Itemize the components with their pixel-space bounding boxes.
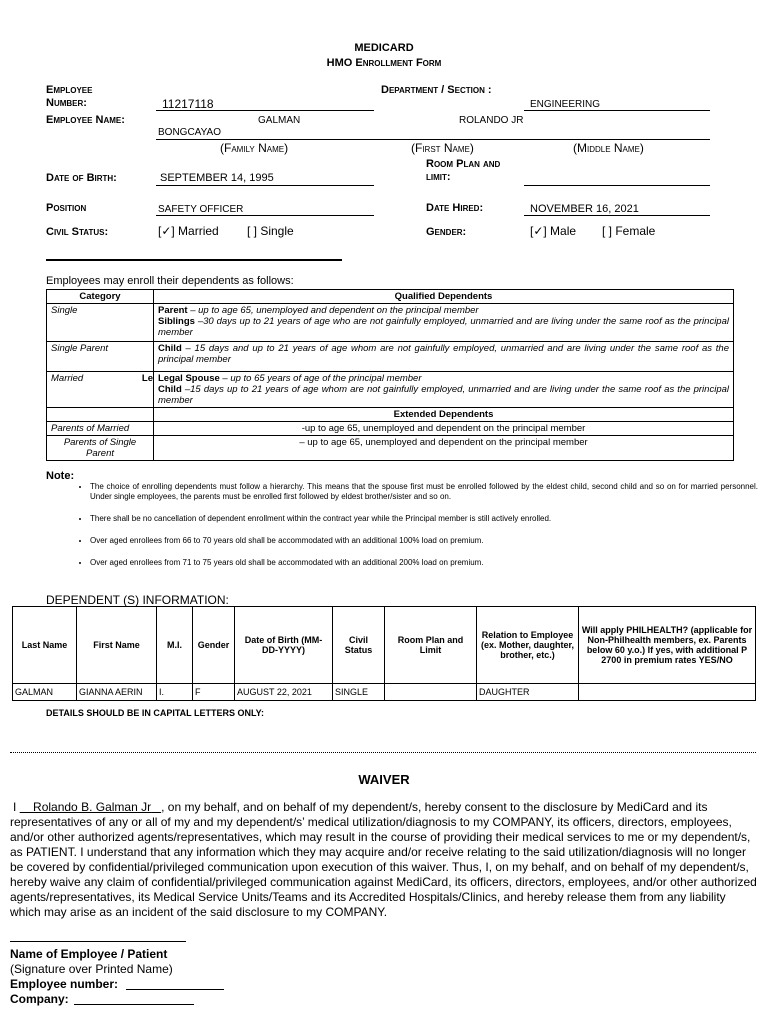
col-first-name: First Name [77, 607, 157, 684]
waiver-text: I Rolando B. Galman Jr , on my behalf, and on behalf of my dependent/s, hereby consent to the disclosure by MediCard and its representatives of any or all of my and my dependent/s’ medical utilization/diagnosis to my COMPANY, its officers, directors, employees, and/or other authorized agents/representatives, which may result in the course of providing their medical services to me or my dependent/s, as PATIENT. I understand that any information which they may acquire and/or receive relating to the said utilization/diagnosis will no longer be covered by confidential/privileged communication upon execution of this waiver. Thus, I, on my behalf, and on behalf of my dependent/s, hereby waive any claim of confidential/privileged communication against MediCard, its officers, directors, employees, and/or other authorized agents/representatives, its Medical Service Units/Teams and its Accredited Hospitals/Clinics, and hereby release them from any liability which may arise as an incident of the said disclosure to my COMPANY. [10, 800, 757, 919]
col-relation: Relation to Employee (ex. Mother, daughter, brother, etc.) [477, 607, 579, 684]
employee-number-signature-line[interactable] [126, 989, 224, 990]
employee-number-signature-label: Employee number: [10, 977, 119, 991]
signature-line[interactable] [10, 941, 186, 942]
category-header: Category [47, 290, 154, 304]
parents-of-single-parent-dependents: – up to age 65, unemployed and dependent on the principal member [154, 436, 734, 461]
employee-name-label: Employee Name: [46, 114, 125, 126]
position-line [156, 215, 374, 216]
col-dob: Date of Birth (MM-DD-YYYY) [235, 607, 333, 684]
note-item: • Over aged enrollees from 66 to 70 years old shall be accommodated with an additional 100% load on premium. [90, 536, 758, 546]
signature-caption: (Signature over Printed Name) [10, 962, 173, 976]
dep-last-name[interactable]: GALMAN [13, 684, 77, 701]
col-mi: M.I. [157, 607, 193, 684]
category-single-parent: Single Parent [47, 342, 154, 372]
category-single: Single [47, 304, 154, 342]
date-hired-label: Date Hired: [426, 202, 484, 214]
department-label: Department / Section : [381, 84, 492, 96]
family-name-value[interactable]: BONGCAYAO [158, 127, 221, 138]
dep-mi[interactable]: I. [157, 684, 193, 701]
qualified-dependents-table [46, 289, 734, 461]
dob-line [156, 185, 374, 186]
col-philhealth: Will apply PHILHEALTH? (applicable for Non-Philhealth members, ex. Parents below 60 y.o.) If yes, with additional P 2700 in premium rates YES/NO [579, 607, 756, 684]
note-item: • Over aged enrollees from 71 to 75 years old shall be accommodated with an additional 200% load on premium. [90, 558, 758, 568]
note-item: • There shall be no cancellation of dependent enrollment within the contract year while the Principal member is still actively enrolled. [90, 514, 758, 524]
category-married: Married Le [47, 372, 154, 408]
table-row [13, 684, 756, 701]
dep-civil-status[interactable]: SINGLE [333, 684, 385, 701]
single-dependents: Parent – up to age 65, unemployed and dependent on the principal member Siblings –30 days up to 21 years of age who are not gainfully employed, unmarried and are living under the same roof as the principal member [154, 304, 734, 342]
employee-number-label: Employee Number: [46, 84, 93, 109]
dep-dob[interactable]: AUGUST 22, 2021 [235, 684, 333, 701]
gender-label: Gender: [426, 226, 467, 238]
position-label: Position [46, 202, 87, 214]
civil-single-checkbox[interactable]: [ ] Single [247, 224, 294, 238]
civil-married-checkbox[interactable]: [✓] Married [158, 224, 219, 238]
gender-male-checkbox[interactable]: [✓] Male [530, 224, 577, 238]
dep-relation[interactable]: DAUGHTER [477, 684, 579, 701]
col-room-plan: Room Plan and Limit [385, 607, 477, 684]
cut-line [10, 752, 756, 753]
extended-dependents-header: Extended Dependents [154, 408, 734, 422]
date-hired-value[interactable]: NOVEMBER 16, 2021 [530, 203, 639, 215]
family-name-caption: (Family Name) [220, 141, 289, 155]
middle-name-caption: (Middle Name) [573, 141, 644, 155]
civil-status-label: Civil Status: [46, 226, 109, 238]
dependents-info-title: DEPENDENT (S) INFORMATION: [46, 593, 229, 607]
dep-room-plan[interactable] [385, 684, 477, 701]
dob-value[interactable]: SEPTEMBER 14, 1995 [160, 172, 274, 184]
date-hired-line [524, 215, 710, 216]
note-label: Note: [46, 470, 75, 482]
category-parents-of-single-parent: Parents of Single Parent [47, 436, 154, 461]
section-divider [46, 259, 342, 261]
employee-name-signature-label: Name of Employee / Patient [10, 947, 168, 961]
dep-gender[interactable]: F [193, 684, 235, 701]
col-civil-status: Civil Status [333, 607, 385, 684]
room-plan-label: Room Plan and limit: [426, 158, 501, 183]
position-value[interactable]: SAFETY OFFICER [158, 204, 244, 215]
married-dependents: Legal Spouse – up to 65 years of age of the principal member Child –15 days up to 21 years of age whom are not gainfully employed, unmarried and are living under the same roof as the principal member [154, 372, 734, 408]
note-list [56, 482, 758, 580]
dependents-info-table [12, 606, 756, 701]
gender-female-checkbox[interactable]: [ ] Female [602, 224, 656, 238]
parents-of-married-dependents: -up to age 65, unemployed and dependent on the principal member [154, 422, 734, 436]
employee-number-value[interactable]: 11217118 [162, 97, 214, 111]
category-parents-of-married: Parents of Married [47, 422, 154, 436]
dependents-intro: Employees may enroll their dependents as follows: [46, 275, 294, 287]
first-name-caption: (First Name) [411, 141, 474, 155]
department-line [524, 110, 710, 111]
waiver-title: WAIVER [358, 772, 410, 787]
dep-philhealth[interactable] [579, 684, 756, 701]
room-plan-line [524, 185, 710, 186]
employee-name-line [156, 139, 710, 140]
form-title: MEDICARD [354, 42, 414, 54]
note-item: • The choice of enrolling dependents must follow a hierarchy. This means that the spouse first must be enrolled followed by the eldest child, second child and so on for married personnel. Under single employees, the parents must be enrolled first followed by eldest brother/sister and so on. [90, 482, 758, 502]
middle-name-value[interactable]: ROLANDO JR [459, 115, 524, 126]
first-name-value[interactable]: GALMAN [258, 115, 301, 126]
company-label: Company: [10, 992, 69, 1006]
qualified-dependents-header: Qualified Dependents [154, 290, 734, 304]
dep-first-name[interactable]: GIANNA AERIN [77, 684, 157, 701]
col-gender: Gender [193, 607, 235, 684]
form-subtitle: HMO Enrollment Form [326, 57, 442, 69]
employee-number-line [156, 110, 374, 111]
col-last-name: Last Name [13, 607, 77, 684]
department-value[interactable]: ENGINEERING [530, 99, 601, 110]
dob-label: Date of Birth: [46, 172, 117, 184]
capital-letters-note: DETAILS SHOULD BE IN CAPITAL LETTERS ONLY: [46, 708, 265, 718]
company-line[interactable] [74, 1004, 194, 1005]
single-parent-dependents: Child – 15 days and up to 21 years of age whom are not gainfully employed, unmarried and are living under the same roof as the principal member [154, 342, 734, 372]
waiver-name[interactable]: Rolando B. Galman Jr [33, 800, 152, 814]
